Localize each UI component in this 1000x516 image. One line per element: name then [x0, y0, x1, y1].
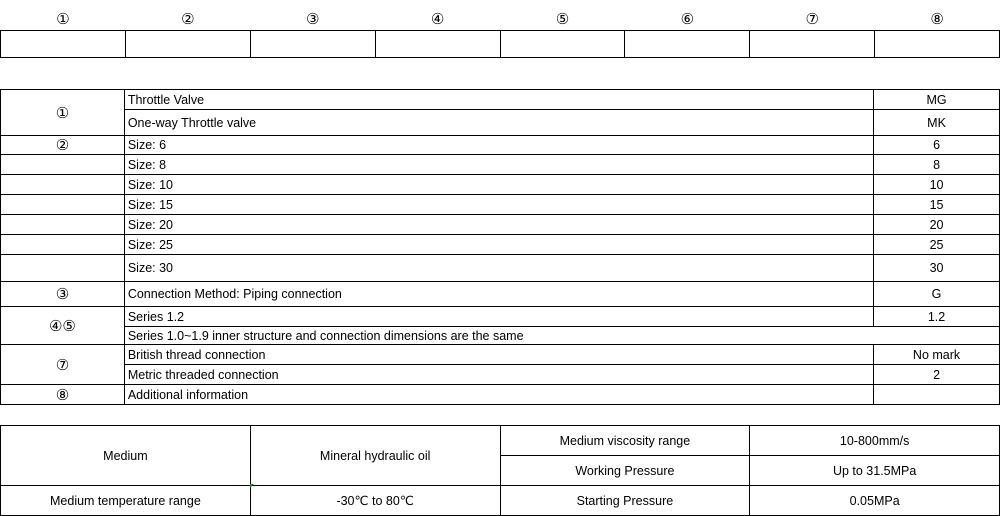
row-label-empty [1, 195, 125, 215]
table-row [1, 327, 1000, 345]
option-desc: Metric threaded connection [124, 365, 873, 385]
row-label-3: ③ [1, 282, 125, 307]
table-row [1, 255, 1000, 282]
option-desc: Size: 20 [124, 215, 873, 235]
row-label-2: ② [1, 136, 125, 155]
option-code: 1.2 [874, 307, 1000, 327]
option-desc: Series 1.2 [124, 307, 873, 327]
table-row [1, 235, 1000, 255]
table-row [1, 155, 1000, 175]
code-position-header-row [1, 8, 1000, 31]
code-position-4: ④ [430, 11, 445, 28]
table-row [1, 345, 1000, 365]
code-cell-8 [875, 31, 1000, 58]
table-row [1, 215, 1000, 235]
code-cell-1 [1, 31, 126, 58]
row-label-empty [1, 215, 125, 235]
row-label-empty [1, 155, 125, 175]
code-cell-5 [500, 31, 625, 58]
option-desc: Additional information [124, 385, 873, 405]
code-position-3: ③ [305, 11, 320, 28]
code-position-5: ⑤ [555, 11, 570, 28]
option-code: 30 [874, 255, 1000, 282]
row-label-7: ⑦ [1, 345, 125, 385]
code-position-2: ② [181, 11, 195, 28]
option-desc: Size: 15 [124, 195, 873, 215]
working-pressure-value: Up to 31.5MPa [750, 456, 1000, 486]
starting-pressure-value: 0.05MPa [750, 486, 1000, 516]
option-desc: Size: 6 [124, 136, 873, 155]
option-code: MK [874, 110, 1000, 136]
code-entry-row [1, 31, 1000, 58]
code-cell-7 [750, 31, 875, 58]
table-row [1, 136, 1000, 155]
option-desc: Connection Method: Piping connection [124, 282, 873, 307]
option-code: 10 [874, 175, 1000, 195]
table-row [1, 90, 1000, 110]
option-code: MG [874, 90, 1000, 110]
table-row [1, 365, 1000, 385]
table-row [1, 175, 1000, 195]
option-code: 8 [874, 155, 1000, 175]
temperature-label: Medium temperature range [1, 486, 251, 516]
medium-label: Medium [1, 426, 251, 486]
option-code [874, 385, 1000, 405]
option-desc: One-way Throttle valve [124, 110, 873, 136]
code-position-7: ⑦ [805, 11, 819, 28]
working-pressure-label: Working Pressure [500, 456, 750, 486]
code-cell-4 [375, 31, 500, 58]
option-desc: Size: 30 [124, 255, 873, 282]
starting-pressure-label: Starting Pressure [500, 486, 750, 516]
table-row [1, 110, 1000, 136]
cell-comment-marker [250, 484, 254, 488]
option-code: 25 [874, 235, 1000, 255]
option-code: 20 [874, 215, 1000, 235]
row-label-empty [1, 255, 125, 282]
option-code: G [874, 282, 1000, 307]
table-row [1, 282, 1000, 307]
code-position-8: ⑧ [930, 11, 944, 28]
option-code: 2 [874, 365, 1000, 385]
specifications-table [0, 425, 1000, 516]
option-desc: Size: 8 [124, 155, 873, 175]
table-row [1, 307, 1000, 327]
option-desc: British thread connection [124, 345, 873, 365]
table-row [1, 195, 1000, 215]
row-label-empty [1, 175, 125, 195]
temperature-value: -30℃ to 80℃ [250, 486, 500, 516]
table-row [1, 486, 1000, 516]
option-desc: Series 1.0~1.9 inner structure and connection dimensions are the same [124, 327, 999, 345]
row-label-1: ① [1, 90, 125, 136]
option-code: 6 [874, 136, 1000, 155]
medium-value: Mineral hydraulic oil [250, 426, 500, 486]
code-cell-2 [125, 31, 250, 58]
row-label-4-5: ④⑤ [1, 307, 125, 345]
ordering-options-table [0, 89, 1000, 405]
viscosity-value: 10-800mm/s [750, 426, 1000, 456]
viscosity-label: Medium viscosity range [500, 426, 750, 456]
code-cell-6 [625, 31, 750, 58]
option-desc: Size: 25 [124, 235, 873, 255]
row-label-8: ⑧ [1, 385, 125, 405]
row-label-empty [1, 235, 125, 255]
option-code: 15 [874, 195, 1000, 215]
option-desc: Size: 10 [124, 175, 873, 195]
model-code-table [0, 8, 1000, 58]
table-row [1, 426, 1000, 456]
code-position-6: ⑥ [680, 11, 695, 28]
table-row [1, 385, 1000, 405]
option-code: No mark [874, 345, 1000, 365]
code-cell-3 [250, 31, 375, 58]
option-desc: Throttle Valve [124, 90, 873, 110]
code-position-1: ① [56, 11, 70, 28]
